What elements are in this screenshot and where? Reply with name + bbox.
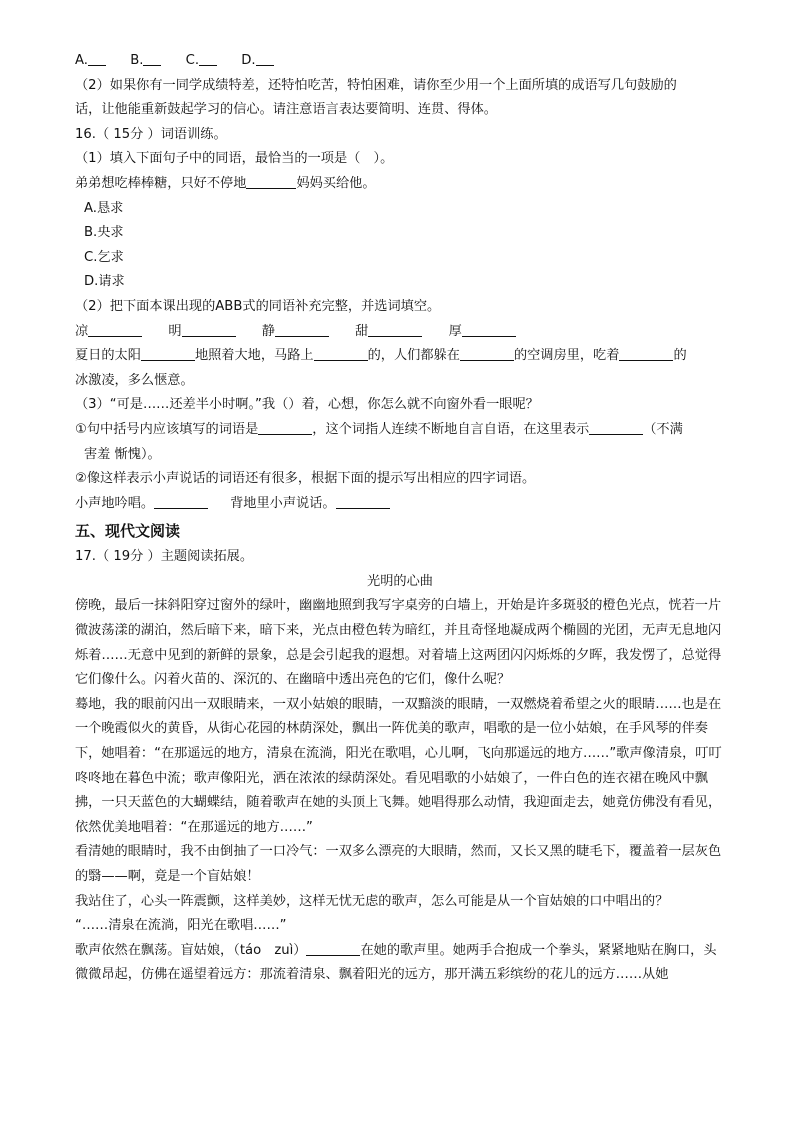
abb-word-3: 静: [261, 323, 275, 339]
abb-word-4: 甜: [355, 323, 369, 339]
fill-text-d: 的空调房里，吃着: [513, 348, 620, 364]
document-page: [75, 49, 725, 988]
q16-part2-prompt: （2）把下面本课出现的ABB式的同语补充完整，并选词填空。: [75, 298, 441, 314]
p6-text-b: 在她的歌声里。她两手合抱成一个拳头，紧紧地贴在胸口，头微微昂起，仿佛在遥望着远方：那流着清泉、飘着阳光的远方，那开满五彩缤纷的花儿的远方……从她: [75, 942, 717, 983]
q16-3a-blank-1[interactable]: [258, 421, 312, 435]
q16-part3a-line1: [75, 418, 725, 443]
passage-paragraph-3: 看清她的眼睛时，我不由倒抽了一口冷气：一双多么漂亮的大眼睛，然而，又长又黑的睫毛下，覆盖着一层灰色的翳——啊，竟是一个盲姑娘！: [75, 844, 722, 884]
fill-text-a: 夏日的太阳: [75, 348, 141, 364]
abb-blank-5[interactable]: [462, 323, 516, 337]
blank-label-c: C.: [185, 53, 200, 68]
passage-paragraph-4: 我站住了，心头一阵震颤，这样美妙，这样无忧无虑的歌声，怎么可能是从一个盲姑娘的口中唱出的？: [75, 893, 669, 909]
option-d[interactable]: D.请求: [84, 274, 125, 290]
passage-paragraph-2: 蓦地，我的眼前闪出一双眼睛来，一双小姑娘的眼睛，一双黯淡的眼睛，一双燃烧着希望之火的眼睛……也是在一个晚霞似火的黄昏，从街心花园的林荫深处，飘出一阵优美的歌声，唱歌的是一位小姑娘，在手风琴的伴奏下，她唱着：“在那遥远的地方，清泉在流淌，阳光在歌唱，心儿啊，飞向那遥远的地方……”歌声像清泉，叮叮咚咚地在暮色中流；歌声像阳光，洒在浓浓的绿荫深处。看见唱歌的小姑娘了，一件白色的连衣裙在晚风中飘拂，一只天蓝色的大蝴蝶结，随着歌声在她的头顶上飞舞。她唱得那么动情，我迎面走去，她竟仿佛没有看见，依然优美地唱着：“在那遥远的地方……”: [75, 696, 722, 835]
blank-label-b: B.: [130, 53, 144, 68]
q16-3a-text-a: ①句中括号内应该填写的词语是: [75, 421, 259, 437]
pinyin-blank[interactable]: [306, 942, 360, 956]
abb-word-5: 厚: [448, 323, 462, 339]
abb-blank-1[interactable]: [88, 323, 142, 337]
option-c[interactable]: C.乞求: [84, 249, 124, 265]
p6-text-a: 歌声依然在飘荡。盲姑娘，（táo zuì）: [75, 942, 307, 958]
answer-blank-c[interactable]: [199, 52, 217, 66]
q16-3c-blank-2[interactable]: [336, 495, 390, 509]
abb-word-1: 凉: [75, 323, 89, 339]
abcd-answer-line: [75, 49, 725, 74]
blank-label-a: A.: [75, 53, 88, 68]
fill-sentence-line2: 冰激凌，多么惬意。: [75, 372, 194, 388]
q16-3c-blank-1[interactable]: [154, 495, 208, 509]
q15-part2-line2: 话，让他能重新鼓起学习的信心。请注意语言表达要简明、连贯、得体。: [75, 102, 497, 118]
q16-header: 16.（ 15分 ）词语训练。: [75, 126, 227, 142]
abb-blank-2[interactable]: [182, 323, 236, 337]
q16-3c-text-b: 背地里小声说话。: [230, 495, 336, 511]
passage-title: 光明的心曲: [367, 573, 433, 589]
q16-part3b-prompt: ②像这样表示小声说话的词语还有很多，根据下面的提示写出相应的四字词语。: [75, 471, 536, 487]
q17-header: 17.（ 19分 ）主题阅读拓展。: [75, 549, 254, 565]
blank-label-d: D.: [241, 53, 256, 68]
q16-part3-quote: （3）“可是……还差半小时啊。”我（）着，心想，你怎么就不向窗外看一眼呢？: [75, 397, 539, 413]
fill-text-b: 地照着大地，马路上: [194, 348, 314, 364]
abb-blank-3[interactable]: [275, 323, 329, 337]
q16-3a-text-c: （不满: [643, 421, 683, 437]
option-a[interactable]: A.恳求: [84, 200, 124, 216]
sentence-start: 弟弟想吃棒棒糖，只好不停地: [75, 175, 247, 191]
fill-blank-4[interactable]: [619, 347, 673, 361]
q16-3a-text-b: ，这个词指人连续不断地自言自语，在这里表示: [312, 421, 590, 437]
abb-blank-4[interactable]: [368, 323, 422, 337]
q16-part1-sentence: [75, 172, 725, 197]
fill-blank-2[interactable]: [314, 347, 368, 361]
sentence-blank[interactable]: [246, 175, 296, 189]
q15-part2-line1: （2）如果你有一同学成绩特差，还特怕吃苦，特怕困难，请你至少用一个上面所填的成语写几句鼓励的: [75, 77, 677, 93]
fill-text-e: 的: [673, 348, 687, 364]
fill-sentence-line1: [75, 344, 725, 369]
fill-text-c: 的，人们都躲在: [367, 348, 460, 364]
q16-part3c-line: [75, 492, 725, 517]
abb-word-2: 明: [168, 323, 182, 339]
option-b[interactable]: B.央求: [84, 225, 124, 241]
sentence-end: 妈妈买给他。: [296, 175, 376, 191]
q16-3a-blank-2[interactable]: [589, 421, 643, 435]
fill-blank-3[interactable]: [460, 347, 514, 361]
q16-part3a-line2: 害羞 惭愧）。: [84, 446, 161, 462]
answer-blank-b[interactable]: [143, 52, 161, 66]
abb-words-line: [75, 320, 725, 345]
answer-blank-a[interactable]: [88, 52, 106, 66]
fill-blank-1[interactable]: [141, 347, 195, 361]
passage-paragraph-5: “……清泉在流淌，阳光在歌唱……”: [75, 918, 287, 934]
passage-paragraph-1: 傍晚，最后一抹斜阳穿过窗外的绿叶，幽幽地照到我写字桌旁的白墙上，开始是许多斑驳的橙色光点，恍若一片微波荡漾的湖泊，然后暗下来，暗下来，光点由橙色转为暗红，并且奇怪地凝成两个椭圆的光团，无声无息地闪烁着……无意中见到的新鲜的景象，总是会引起我的遐想。对着墙上这两团闪闪烁烁的夕晖，我发愣了，总觉得它们像什么。闪着火苗的、深沉的、在幽暗中透出亮色的它们，像什么呢？: [75, 598, 722, 688]
section-heading: 五、现代文阅读: [75, 522, 181, 541]
q16-part1-prompt: （1）填入下面句子中的同语，最恰当的一项是（ ）。: [75, 151, 394, 167]
passage-paragraph-6: [75, 939, 725, 988]
answer-blank-d[interactable]: [256, 52, 274, 66]
q16-3c-text-a: 小声地吟唱。: [75, 495, 155, 511]
